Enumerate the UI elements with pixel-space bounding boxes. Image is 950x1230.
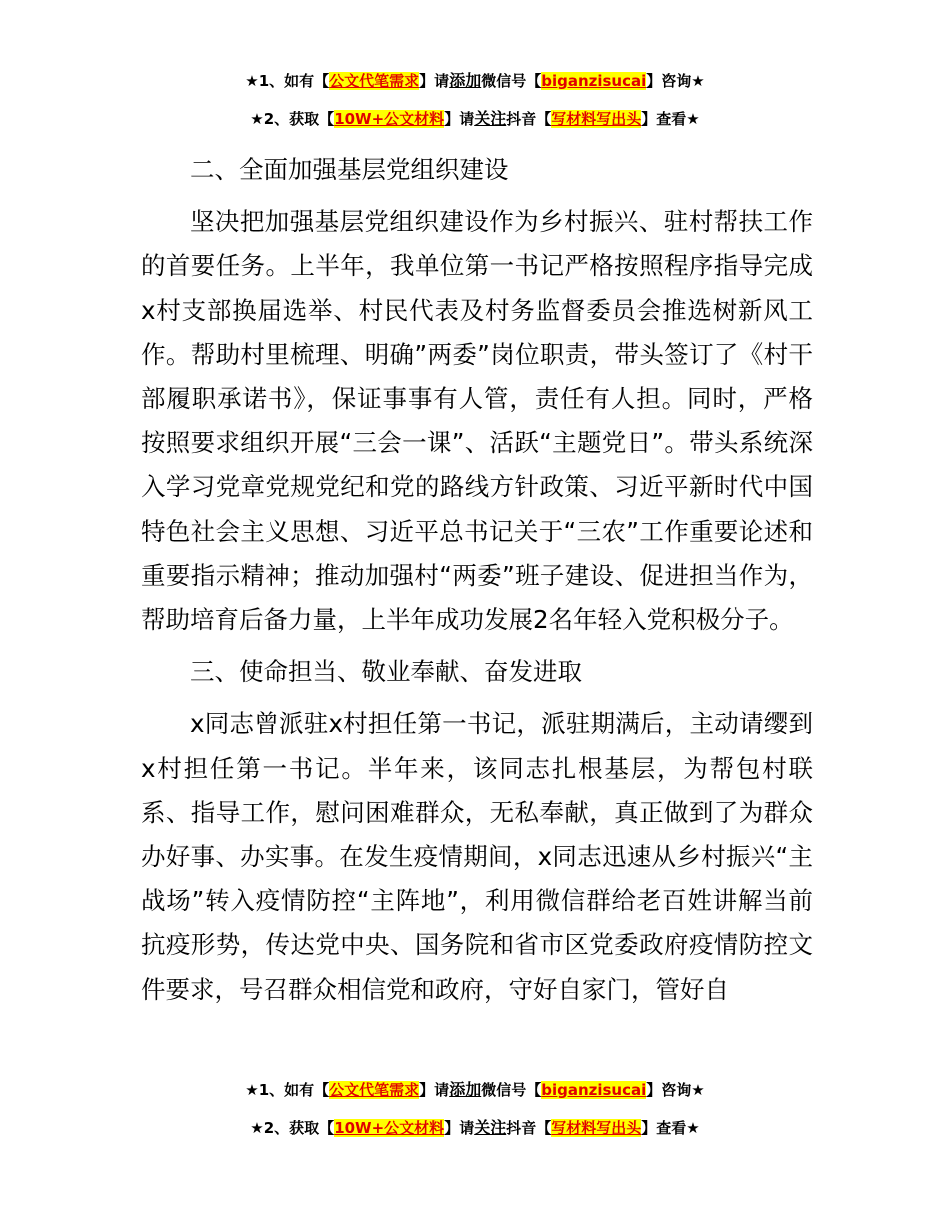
banner-suffix: 】咨询★ [646,72,705,90]
section-heading-2: 二、全面加强基层党组织建设 [190,155,509,184]
banner-suffix: 】查看★ [641,1119,700,1137]
header-banner-line-1 [0,68,950,91]
banner-highlight: 写材料写出头 [551,110,642,128]
banner-text: 】请 [419,72,450,90]
banner-text: 】请 [444,1119,475,1137]
banner-highlight: 10W+公文材料 [334,110,445,128]
banner-highlight: biganzisucai [541,72,647,90]
banner-prefix: ★1、如有【 [245,1081,330,1099]
banner-highlight: 公文代笔需求 [329,72,420,90]
banner-highlight: biganzisucai [541,1081,647,1099]
banner-text: 抖音【 [506,1119,552,1137]
banner-highlight: 写材料写出头 [551,1119,642,1137]
banner-text: 】请 [419,1081,450,1099]
banner-suffix: 】咨询★ [646,1081,705,1099]
banner-text: 微信号【 [481,72,542,90]
banner-prefix: ★2、获取【 [250,110,335,128]
banner-highlight: 10W+公文材料 [334,1119,445,1137]
banner-emphasis: 关注 [474,109,507,128]
section-heading-3: 三、使命担当、敬业奉献、奋发进取 [190,657,582,687]
banner-emphasis: 关注 [474,1118,507,1137]
body-paragraph-1: 坚决把加强基层党组织建设作为乡村振兴、驻村帮扶工作的首要任务。上半年，我单位第一书记严格按照程序指导完成x村支部换届选举、村民代表及村务监督委员会推选树新风工作。帮助村里梳理、明确”两委”岗位职责，带头签订了《村干部履职承诺书》，保证事事有人管，责任有人担。同时，严格按照要求组织开展“三会一课”、活跃“主题党日”。带头系统深入学习党章党规党纪和党的路线方针政策、习近平新时代中国特色社会主义思想、习近平总书记关于“三农”工作重要论述和重要指示精神；推动加强村“两委”班子建设、促进担当作为，帮助培育后备力量，上半年成功发展2名年轻入党积极分子。 [141,207,813,635]
banner-text: 】请 [444,110,475,128]
banner-prefix: ★2、获取【 [250,1119,335,1137]
banner-emphasis: 添加 [449,71,482,90]
footer-banner-line-1 [0,1077,950,1100]
banner-prefix: ★1、如有【 [245,72,330,90]
banner-highlight: 公文代笔需求 [329,1081,420,1099]
banner-text: 抖音【 [506,110,552,128]
banner-suffix: 】查看★ [641,110,700,128]
footer-banner-line-2 [0,1115,950,1138]
body-paragraph-2: x同志曾派驻x村担任第一书记，派驻期满后，主动请缨到x村担任第一书记。半年来，该同志扎根基层，为帮包村联系、指导工作，慰问困难群众，无私奉献，真正做到了为群众办好事、办实事。在发生疫情期间，x同志迅速从乡村振兴“主战场”转入疫情防控“主阵地”，利用微信群给老百姓讲解当前抗疫形势，传达党中央、国务院和省市区党委政府疫情防控文件要求，号召群众相信党和政府，守好自家门，管好自 [141,709,813,1004]
document-body [141,148,813,1020]
header-banner-line-2 [0,106,950,129]
banner-text: 微信号【 [481,1081,542,1099]
banner-emphasis: 添加 [449,1080,482,1099]
